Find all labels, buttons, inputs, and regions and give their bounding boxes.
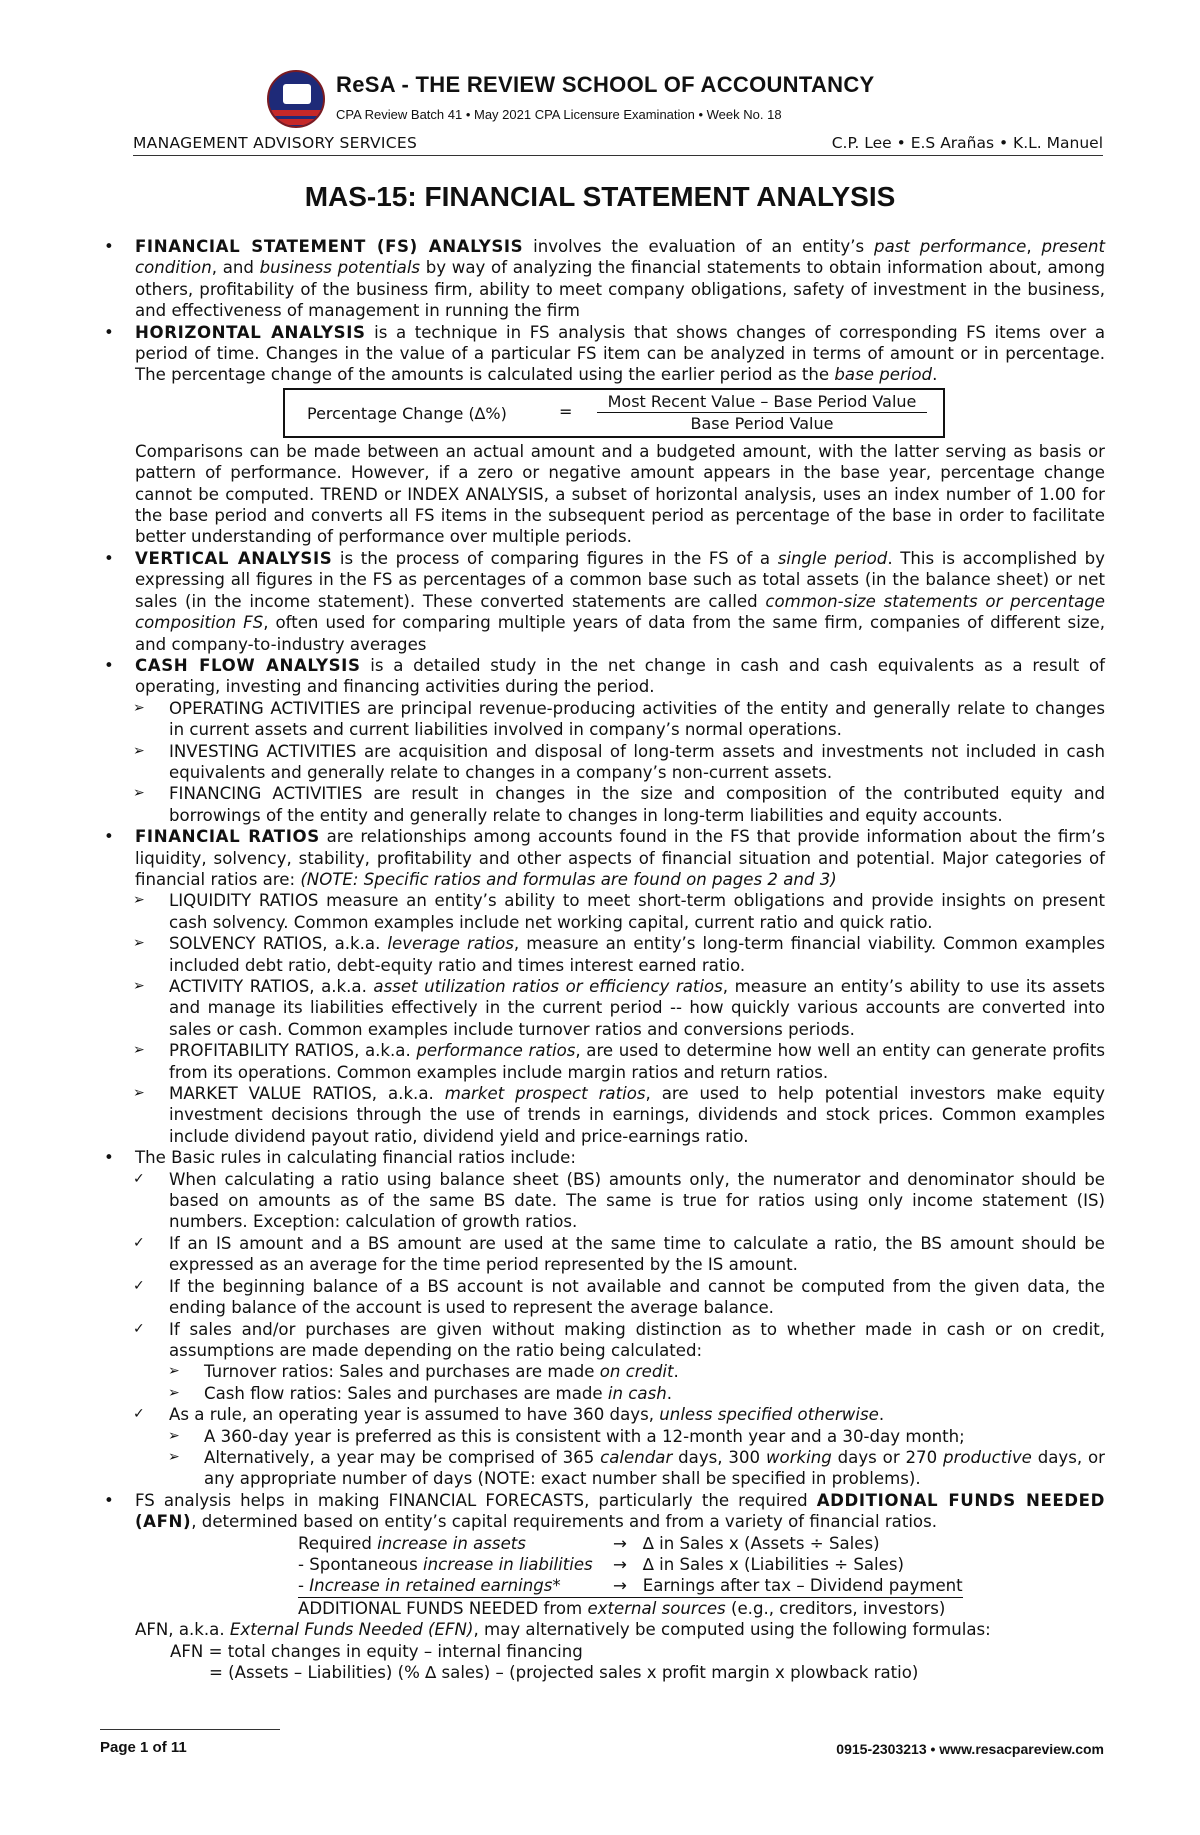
check-icon: ✓: [133, 1234, 145, 1251]
subject-row: [133, 132, 1103, 156]
contact-info: 0915-2303213 • www.resacpareview.com: [836, 1741, 1104, 1757]
list-item: ➢ INVESTING ACTIVITIES are acquisition and disposal of long-term assets and investments not included in cash equivalents and generally relate to changes in a company’s non-current assets.: [133, 741, 1105, 782]
list-item: ✓ If the beginning balance of a BS account is not available and cannot be computed from the given data, the ending balance of the account is used to represent the average balance.: [133, 1276, 1105, 1318]
arrow-right-icon: →: [613, 1554, 627, 1574]
list-item: ➢ FINANCING ACTIVITIES are result in changes in the size and composition of the contributed equity and borrowings of the entity and generally relate to changes in long-term liabilities and equity accounts.: [133, 784, 1105, 825]
formula-denominator: Base Period Value: [690, 413, 834, 433]
arrow-bullet-icon: ➢: [168, 1448, 180, 1465]
list-item: ➢ SOLVENCY RATIOS, a.k.a. leverage ratios, measure an entity’s long-term financial viability. Common examples included debt ratio, debt-equity ratio and times interest earned ratio.: [133, 934, 1106, 975]
arrow-right-icon: →: [613, 1533, 627, 1553]
fs-analysis-paragraph: • FINANCIAL STATEMENT (FS) ANALYSIS involves the evaluation of an entity’s past performance, present condition, and business potentials by way of analyzing the financial statements to obtain information about, among others, profitability of the business firm, ability to meet company obligations, safety of investment in the business, and effectiveness of management in running the firm: [100, 236, 1105, 322]
arrow-bullet-icon: ➢: [168, 1427, 180, 1444]
arrow-bullet-icon: ➢: [133, 742, 145, 759]
cash-flow-analysis-paragraph: • CASH FLOW ANALYSIS is a detailed study in the net change in cash and cash equivalents as a result of operating, investing and financing activities during the period.: [100, 655, 1105, 698]
footer-divider: [100, 1729, 280, 1730]
check-icon: ✓: [133, 1406, 145, 1423]
list-item: ➢ ACTIVITY RATIOS, a.k.a. asset utilization ratios or efficiency ratios, measure an entity’s ability to use its assets and manage its liabilities effectively in the current period -- how quickly various accounts are converted into sales or cash. Common examples include turnover ratios and conversions periods.: [133, 977, 1105, 1039]
formula-equals: =: [559, 401, 573, 421]
trend-analysis-paragraph: Comparisons can be made between an actual amount and a budgeted amount, with the latter serving as basis or pattern of performance. However, if a zero or negative amount appears in the base year, percentage change cannot be computed. TREND or INDEX ANALYSIS, a subset of horizontal analysis, uses an index number of 1.00 for the base period and converts all FS items in the subsequent period as percentage of the base in order to facilitate better understanding of performance over multiple periods.: [135, 441, 1105, 547]
list-item: ➢ MARKET VALUE RATIOS, a.k.a. market prospect ratios, are used to help potential investors make equity investment decisions through the use of trends in earnings, dividends and stock prices. Common examples include dividend payout ratio, dividend yield and price-earnings ratio.: [133, 1084, 1105, 1146]
header: [0, 70, 1200, 130]
afn-row-liabilities: - Spontaneous increase in liabilities → ∆ in Sales x (Liabilities ÷ Sales): [298, 1554, 904, 1574]
list-item: ➢ OPERATING ACTIVITIES are principal revenue-producing activities of the entity and generally relate to changes in current assets and current liabilities involved in company’s normal operations.: [133, 698, 1105, 740]
list-item: ➢ LIQUIDITY RATIOS measure an entity’s ability to meet short-term obligations and provide insights on present cash solvency. Common examples include net working capital, current ratio and quick ratio.: [133, 891, 1105, 932]
percentage-change-formula: [283, 388, 945, 438]
vertical-analysis-paragraph: • VERTICAL ANALYSIS is the process of comparing figures in the FS of a single period. This is accomplished by expressing all figures in the FS as percentages of a common base such as total assets (in the balance sheet) or net sales (in the income statement). These converted statements are called common-size statements or percentage composition FS, often used for comparing multiple years of data from the same firm, companies of different size, and company-to-industry averages: [100, 548, 1105, 655]
efn-paragraph: AFN, a.k.a. External Funds Needed (EFN), may alternatively be computed using the following formulas:: [135, 1620, 991, 1640]
resa-seal-icon: [267, 70, 325, 128]
page-title: MAS-15: FINANCIAL STATEMENT ANALYSIS: [304, 181, 896, 212]
list-item: ➢ A 360-day year is preferred as this is consistent with a 12-month year and a 30-day month;: [168, 1426, 965, 1446]
afn-row-retained-earnings: - Increase in retained earnings* → Earnings after tax – Dividend payment: [298, 1575, 1105, 1597]
document-body: [100, 236, 1105, 1683]
horizontal-analysis-paragraph: • HORIZONTAL ANALYSIS is a technique in FS analysis that shows changes of corresponding FS items over a period of time. Changes in the value of a particular FS item can be analyzed in terms of amount or in percentage. The percentage change of the amounts is calculated using the earlier period as the base period.: [100, 322, 1105, 386]
arrow-bullet-icon: ➢: [133, 935, 145, 952]
financial-ratios-paragraph: • FINANCIAL RATIOS are relationships among accounts found in the FS that provide information about the firm’s liquidity, solvency, stability, profitability and other aspects of financial situation and potential. Major categories of financial ratios are: (NOTE: Specific ratios and formulas are found on pages 2 and 3): [100, 826, 1105, 890]
afn-computation: [100, 1533, 1105, 1620]
check-icon: ✓: [133, 1320, 145, 1337]
afn-paragraph: • FS analysis helps in making FINANCIAL FORECASTS, particularly the required ADDITIONAL FUNDS NEEDED (AFN), determined based on entity’s capital requirements and from a variety of financial ratios.: [100, 1490, 1105, 1533]
arrow-bullet-icon: ➢: [168, 1363, 180, 1380]
afn-row-total: ADDITIONAL FUNDS NEEDED from external sources (e.g., creditors, investors): [298, 1598, 946, 1618]
arrow-bullet-icon: ➢: [133, 699, 145, 716]
arrow-bullet-icon: ➢: [133, 785, 145, 802]
formula-numerator: Most Recent Value – Base Period Value: [597, 392, 927, 413]
page-number: Page 1 of 11: [100, 1739, 187, 1756]
afn-formula-1: AFN = total changes in equity – internal financing: [170, 1641, 583, 1661]
list-item: ➢ PROFITABILITY RATIOS, a.k.a. performance ratios, are used to determine how well an entity can generate profits from its operations. Common examples include margin ratios and return ratios.: [133, 1041, 1106, 1082]
school-name: ReSA - THE REVIEW SCHOOL OF ACCOUNTANCY: [336, 72, 875, 97]
list-item: ➢ Alternatively, a year may be comprised of 365 calendar days, 300 working days or 270 productive days, or any appropriate number of days (NOTE: exact number shall be specified in problems).: [168, 1447, 1105, 1489]
formula-label: Percentage Change (∆%): [307, 403, 507, 423]
afn-row-assets: Required increase in assets → ∆ in Sales x (Assets ÷ Sales): [298, 1533, 880, 1553]
check-icon: ✓: [133, 1277, 145, 1294]
arrow-bullet-icon: ➢: [133, 1085, 145, 1102]
subject-name: MANAGEMENT ADVISORY SERVICES: [133, 134, 418, 152]
arrow-bullet-icon: ➢: [168, 1384, 180, 1401]
basic-rules-intro: • The Basic rules in calculating financial ratios include:: [100, 1147, 1105, 1168]
list-item: ➢ Turnover ratios: Sales and purchases are made on credit.: [168, 1362, 679, 1382]
list-item: ✓ As a rule, an operating year is assumed to have 360 days, unless specified otherwise.: [133, 1405, 885, 1425]
list-item: ➢ Cash flow ratios: Sales and purchases are made in cash.: [168, 1383, 673, 1403]
list-item: ✓ If sales and/or purchases are given without making distinction as to whether made in cash or on credit, assumptions are made depending on the ratio being calculated:: [133, 1319, 1105, 1360]
list-item: ✓ When calculating a ratio using balance sheet (BS) amounts only, the numerator and denominator should be based on amounts as of the same BS date. The same is true for ratios using only income statement (IS) numbers. Exception: calculation of growth ratios.: [133, 1169, 1105, 1232]
arrow-bullet-icon: ➢: [133, 892, 145, 909]
batch-info: CPA Review Batch 41 • May 2021 CPA Licensure Examination • Week No. 18: [336, 107, 782, 122]
authors: C.P. Lee • E.S Arañas • K.L. Manuel: [831, 134, 1103, 152]
check-icon: ✓: [133, 1170, 145, 1187]
arrow-bullet-icon: ➢: [133, 978, 145, 994]
arrow-bullet-icon: ➢: [133, 1042, 145, 1059]
list-item: ✓ If an IS amount and a BS amount are used at the same time to calculate a ratio, the BS amount should be expressed as an average for the time period represented by the IS amount.: [133, 1233, 1105, 1275]
afn-formula-2: = (Assets – Liabilities) (% ∆ sales) – (projected sales x profit margin x plowback ratio): [209, 1663, 919, 1682]
arrow-right-icon: →: [613, 1576, 627, 1596]
